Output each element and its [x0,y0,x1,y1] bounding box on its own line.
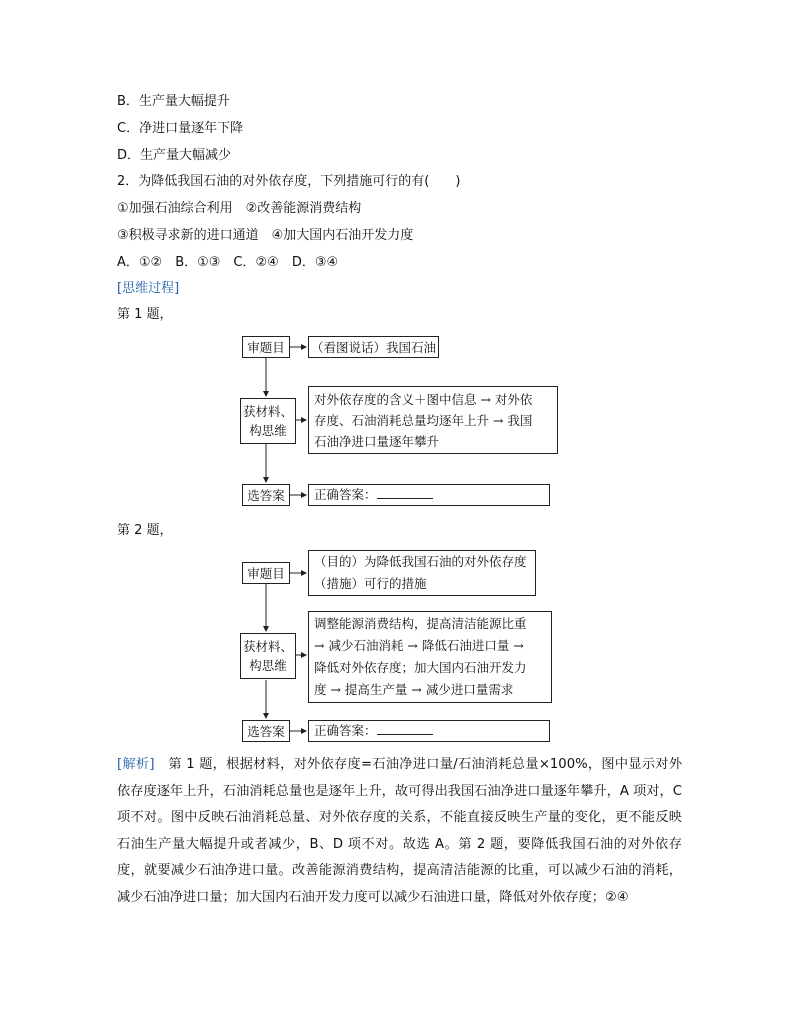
flow-1-step2-content [308,386,558,454]
option-c: C．净进口量逐年下降 [117,121,244,136]
flow-2-step1-content [308,550,536,596]
option-d: D．生产量大幅减少 [117,148,232,163]
flow-2-step2-line4: 度 → 提高生产量 → 减少进口量需求 [314,682,514,697]
thinking-tag: [思维过程] [117,281,180,296]
flow-2-step2-label-b: 构思维 [249,658,287,673]
flow-1-step2-line3: 石油净进口量逐年攀升 [314,434,440,449]
option-b: B．生产量大幅提升 [117,94,230,109]
flow-2-step2-content [308,611,552,703]
flow-1-step2-line2: 存度、石油消耗总量均逐年上升 → 我国 [314,413,533,428]
analysis-tag: [解析] [117,757,155,772]
flow-2-step3-label: 选答案 [242,720,290,742]
flow-2-answer-label: 正确答案： [314,723,377,738]
flow-2-step3-content [308,720,550,742]
flow-1-heading: 第 1 题， [117,307,173,322]
flow-1-answer-label: 正确答案： [314,487,377,502]
question-2-stem: 2．为降低我国石油的对外依存度，下列措施可行的有( ) [117,174,461,189]
flow-1-step2-label-b: 构思维 [249,423,287,438]
question-2-items-1: ①加强石油综合利用 ②改善能源消费结构 [117,201,362,216]
flow-2-step1-line1: （目的）为降低我国石油的对外依存度 [314,554,527,569]
flow-1-step3-content [308,484,550,506]
question-2-choices: A．①② B．①③ C．②④ D．③④ [117,255,339,270]
flow-1-step2-line1: 对外依存度的含义＋图中信息 → 对外依 [314,392,533,407]
flow-2-step1-label: 审题目 [242,562,290,584]
flow-1-step1-label: 审题目 [242,336,290,358]
analysis-text: 第 1 题，根据材料，对外依存度=石油净进口量/石油消耗总量×100%，图中显示对外依存度逐年上升，石油消耗总量也是逐年上升，故可得出我国石油净进口量逐年攀升，A 项对，C 项不对。图中反映石油消耗总量、对外依存度的关系，不能直接反映生产量的变化，更不能反映石油生产量大幅提升或者减少，B、D 项不对。故选 A。第 2 题，要降低我国石油的对外依存度，就要减少石油净进口量。改善能源消费结构，提高清洁能源的比重，可以减少石油的消耗，减少石油净进口量；加大国内石油开发力度可以减少石油进口量，降低对外依存度；②④ [117,757,683,905]
flow-1-step1-content: （看图说话）我国石油 [308,336,439,358]
question-2-items-2: ③积极寻求新的进口通道 ④加大国内石油开发力度 [117,228,414,243]
flow-2-step2-label [240,633,296,679]
flow-1-answer-blank [377,486,433,499]
flow-2-answer-blank [377,722,433,735]
flow-2-step2-line2: → 减少石油消耗 → 降低石油进口量 → [314,638,524,653]
flow-2-step2-line1: 调整能源消费结构，提高清洁能源比重 [314,616,527,631]
flow-2-heading: 第 2 题， [117,523,173,538]
flow-2-step2-label-a: 获材料、 [242,639,293,654]
flow-1-step3-label: 选答案 [242,484,290,506]
flow-2-step2-line3: 降低对外依存度；加大国内石油开发力 [314,660,527,675]
analysis-paragraph [117,752,682,911]
flow-2-step1-line2: （措施）可行的措施 [314,576,427,591]
flow-1-step2-label-a: 获材料、 [242,404,293,419]
flow-1-step2-label [240,398,296,444]
